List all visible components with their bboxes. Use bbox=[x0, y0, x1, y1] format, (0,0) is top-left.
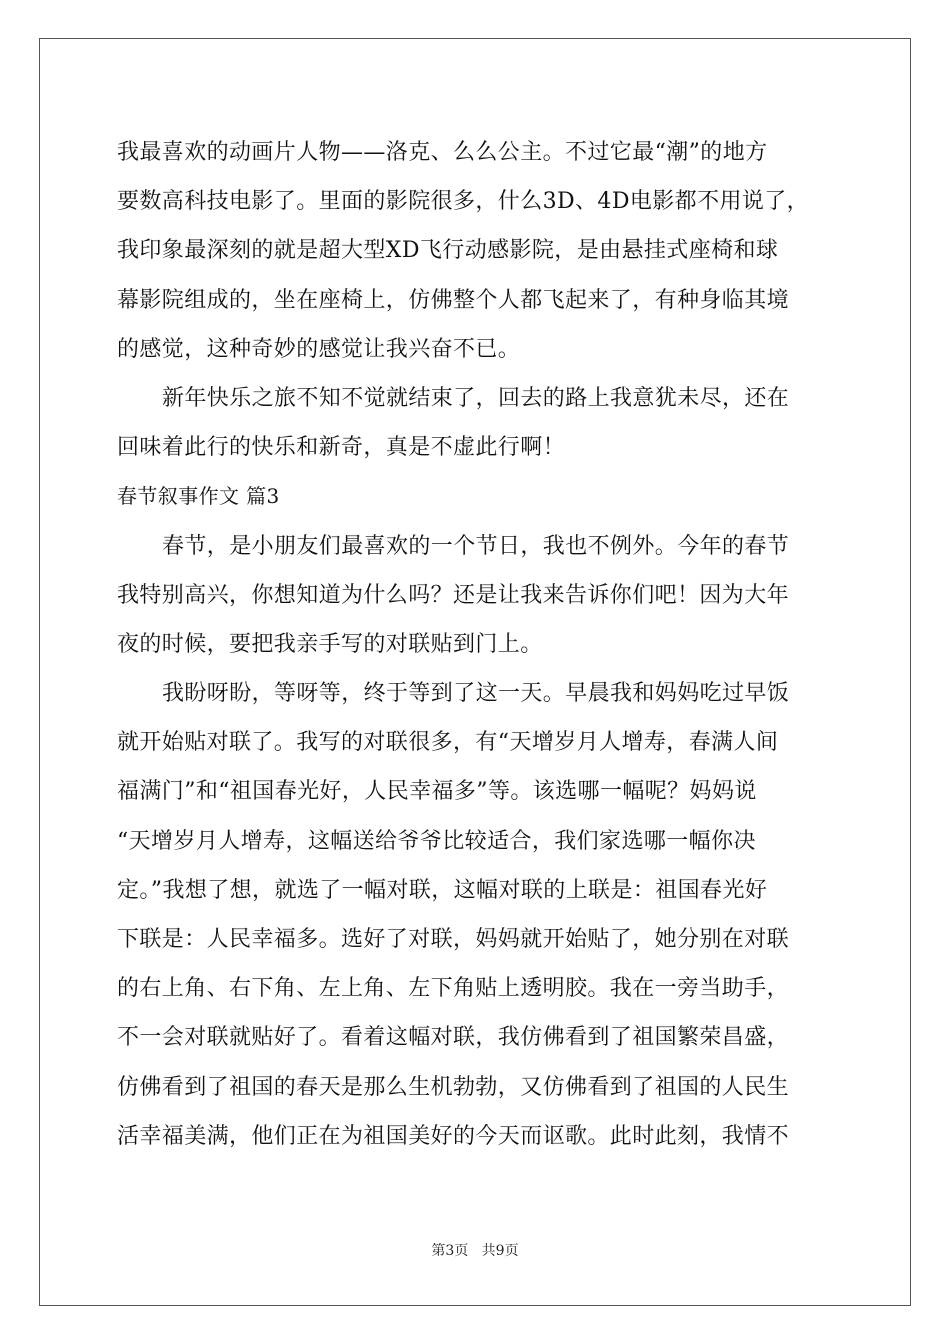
text-line: 春节，是小朋友们最喜欢的一个节日，我也不例外。今年的春节 bbox=[162, 533, 790, 559]
text-line: 的右上角、右下角、左上角、左下角贴上透明胶。我在一旁当助手， bbox=[117, 976, 790, 1002]
document-body bbox=[117, 128, 835, 1161]
text-line: 幕影院组成的，坐在座椅上，仿佛整个人都飞起来了，有种身临其境 bbox=[117, 287, 790, 313]
text-line: 福满门”和“祖国春光好，人民幸福多”等。该选哪一幅呢？妈妈说 bbox=[117, 779, 757, 805]
text-line: 我印象最深刻的就是超大型XD飞行动感影院，是由悬挂式座椅和球 bbox=[117, 238, 779, 264]
text-line: 定。”我想了想，就选了一幅对联，这幅对联的上联是：祖国春光好 bbox=[117, 877, 768, 903]
text-line: “天增岁月人增寿，这幅送给爷爷比较适合，我们家选哪一幅你决 bbox=[117, 828, 756, 854]
section-heading: 春节叙事作文 篇3 bbox=[117, 484, 280, 509]
text-line: 我特别高兴，你想知道为什么吗？还是让我来告诉你们吧！因为大年 bbox=[117, 582, 790, 608]
text-line: 我盼呀盼，等呀等，终于等到了这一天。早晨我和妈妈吃过早饭 bbox=[162, 681, 790, 707]
text-line: 就开始贴对联了。我写的对联很多，有“天增岁月人增寿，春满人间 bbox=[117, 730, 779, 756]
text-line: 仿佛看到了祖国的春天是那么生机勃勃，又仿佛看到了祖国的人民生 bbox=[117, 1074, 790, 1100]
text-line: 我最喜欢的动画片人物——洛克、么么公主。不过它最“潮”的地方 bbox=[117, 140, 768, 165]
text-line: 不一会对联就贴好了。看着这幅对联，我仿佛看到了祖国繁荣昌盛， bbox=[117, 1025, 790, 1051]
text-line: 回味着此行的快乐和新奇，真是不虚此行啊！ bbox=[117, 435, 566, 461]
text-line: 的感觉，这种奇妙的感觉让我兴奋不已。 bbox=[117, 336, 521, 362]
page-footer bbox=[0, 1240, 950, 1260]
text-line: 下联是：人民幸福多。选好了对联，妈妈就开始贴了，她分别在对联 bbox=[117, 927, 790, 952]
page-number: 第3页 共9页 bbox=[431, 1243, 519, 1259]
text-line: 夜的时候，要把我亲手写的对联贴到门上。 bbox=[117, 631, 543, 657]
text-line: 新年快乐之旅不知不觉就结束了，回去的路上我意犹未尽，还在 bbox=[162, 385, 790, 411]
text-line: 要数高科技电影了。里面的影院很多，什么3D、4D电影都不用说了， bbox=[117, 189, 810, 215]
text-line: 活幸福美满，他们正在为祖国美好的今天而讴歌。此时此刻，我情不 bbox=[117, 1123, 790, 1149]
